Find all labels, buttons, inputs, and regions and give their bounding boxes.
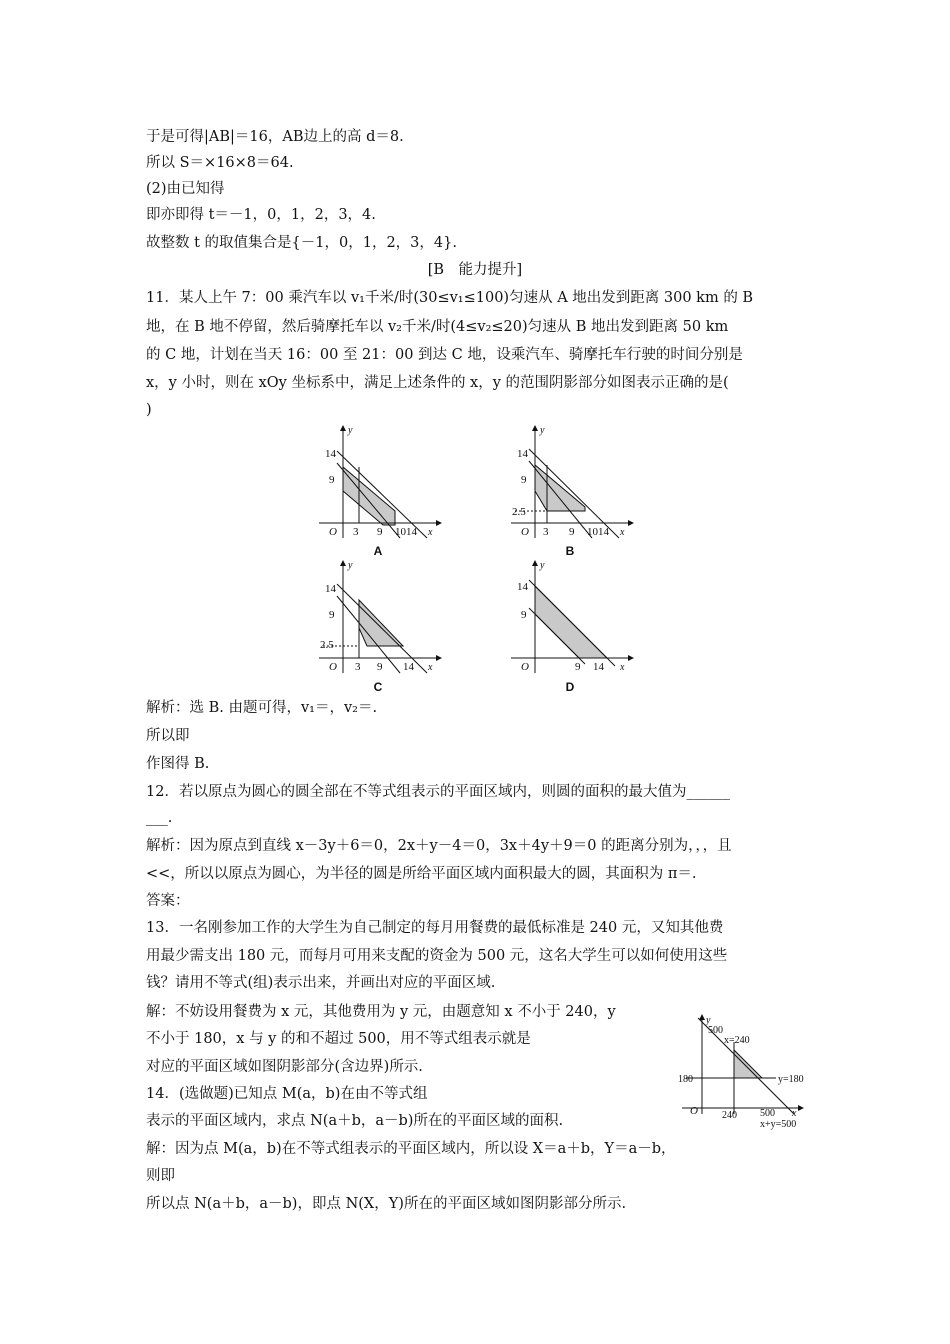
figure-a (315, 423, 450, 548)
answer-13: 解：不妨设用餐费为 x 元，其他费用为 y 元，由题意知 x 不小于 240，y (146, 1004, 616, 1020)
tick-label: 500 (708, 1025, 723, 1036)
figure-b (507, 423, 642, 548)
tick-label: 9 (569, 526, 575, 538)
axis-label: y (348, 425, 353, 436)
tick-label: 9 (329, 474, 335, 486)
question-11: 11．某人上午 7：00 乘汽车以 v₁千米/时(30≤v₁≤100)匀速从 A 地出发到距离 300 km 的 B (146, 290, 754, 306)
question-13: 钱？请用不等式(组)表示出来，并画出对应的平面区域. (146, 975, 496, 991)
line-label: x+y=500 (760, 1119, 797, 1130)
answer-11: 所以即 (146, 728, 190, 744)
tick-label: 3 (355, 661, 361, 673)
figure-caption: C (373, 680, 383, 694)
axis-label: x (792, 1108, 797, 1119)
question-12: ___. (146, 810, 173, 826)
line-label: x=240 (724, 1035, 750, 1046)
tick-label: 3 (543, 526, 549, 538)
tick-label: 500 (760, 1108, 775, 1119)
tick-label: 9 (521, 609, 527, 621)
answer-12: 解析：因为原点到直线 x－3y＋6＝0，2x＋y－4＝0，3x＋4y＋9＝0 的距离分别为，，，且 (146, 838, 732, 854)
question-13: 用最少需支出 180 元，而每月可用来支配的资金为 500 元，这名大学生可以如何使用这些 (146, 948, 728, 964)
shaded-region (535, 465, 585, 511)
origin-label: O (329, 661, 337, 673)
figure-caption: A (373, 544, 383, 558)
tick-label: 14 (403, 661, 414, 673)
text-line: 所以 S＝×16×8＝64. (146, 155, 294, 171)
tick-label: 180 (678, 1074, 693, 1085)
answer-13: 对应的平面区域如图阴影部分(含边界)所示. (146, 1059, 423, 1075)
tick-label: 2.5 (320, 639, 334, 651)
figure-caption: D (565, 680, 575, 694)
tick-label: 9 (575, 661, 581, 673)
axis-label: y (540, 560, 545, 571)
origin-label: O (329, 526, 337, 538)
answer-12: 答案： (146, 893, 190, 909)
axis-label: y (540, 425, 545, 436)
figure-d (507, 558, 642, 683)
figure-13 (672, 1012, 822, 1132)
shaded-region (734, 1050, 762, 1078)
answer-14: 解：因为点 M(a，b)在不等式组表示的平面区域内，所以设 X＝a＋b，Y＝a－b， (146, 1141, 676, 1157)
answer-11: 作图得 B. (146, 756, 210, 772)
origin-label: O (690, 1105, 698, 1117)
question-12: 12．若以原点为圆心的圆全部在不等式组表示的平面区域内，则圆的面积的最大值为______ (146, 784, 730, 800)
question-14: 14．(选做题)已知点 M(a，b)在由不等式组 (146, 1086, 428, 1102)
tick-label: 14 (517, 448, 528, 460)
text-line: 即亦即得 t＝－1，0，1，2，3，4. (146, 207, 376, 223)
line-label: y=180 (778, 1074, 804, 1085)
text-line: 故整数 t 的取值集合是{－1，0，1，2，3，4}. (146, 235, 457, 251)
tick-label: 14 (325, 448, 336, 460)
tick-label: 9 (377, 661, 383, 673)
question-11: 的 C 地，计划在当天 16：00 至 21：00 到达 C 地，设乘汽车、骑摩托车行驶的时间分别是 (146, 347, 743, 363)
origin-label: O (521, 526, 529, 538)
origin-label: O (521, 661, 529, 673)
axis-label: x (428, 527, 433, 538)
tick-label: 1014 (395, 526, 417, 538)
tick-label: 2.5 (512, 506, 526, 518)
tick-label: 3 (353, 526, 359, 538)
tick-label: 14 (325, 583, 336, 595)
tick-label: 9 (521, 474, 527, 486)
text-line: 于是可得|AB|＝16，AB边上的高 d＝8. (146, 129, 404, 145)
axis-label: x (620, 527, 625, 538)
tick-label: 14 (593, 661, 604, 673)
tick-label: 9 (377, 526, 383, 538)
question-11: 地，在 B 地不停留，然后骑摩托车以 v₂千米/时(4≤v₂≤20)匀速从 B 地出发到距离 50 km (146, 319, 729, 335)
tick-label: 14 (517, 581, 528, 593)
axis-label: y (348, 560, 353, 571)
answer-14: 则即 (146, 1168, 175, 1184)
tick-label: 9 (329, 609, 335, 621)
axis-label: x (428, 662, 433, 673)
answer-11: 解析：选 B. 由题可得，v₁＝，v₂＝. (146, 700, 378, 716)
section-heading: [B 能力提升] (427, 262, 523, 278)
question-11: ) (146, 402, 152, 418)
tick-label: 240 (722, 1110, 737, 1121)
axis-label: y (706, 1015, 711, 1026)
text-line: (2)由已知得 (146, 181, 225, 197)
answer-12: <<，所以以原点为圆心，为半径的圆是所给平面区域内面积最大的圆，其面积为 π＝. (146, 866, 697, 882)
axis-label: x (620, 662, 625, 673)
question-13: 13．一名刚参加工作的大学生为自己制定的每月用餐费的最低标准是 240 元，又知其他费 (146, 920, 724, 936)
answer-14: 所以点 N(a＋b，a－b)，即点 N(X，Y)所在的平面区域如图阴影部分所示. (146, 1196, 627, 1212)
answer-13: 不小于 180，x 与 y 的和不超过 500，用不等式组表示就是 (146, 1031, 531, 1047)
question-14: 表示的平面区域内，求点 N(a＋b，a－b)所在的平面区域的面积. (146, 1113, 564, 1129)
figure-c (315, 558, 450, 683)
shaded-region (359, 600, 403, 646)
figure-caption: B (565, 544, 575, 558)
tick-label: 1014 (587, 526, 609, 538)
shaded-region (343, 467, 395, 525)
question-11: x，y 小时，则在 xOy 坐标系中，满足上述条件的 x，y 的范围阴影部分如图表示正确的是( (146, 375, 729, 391)
